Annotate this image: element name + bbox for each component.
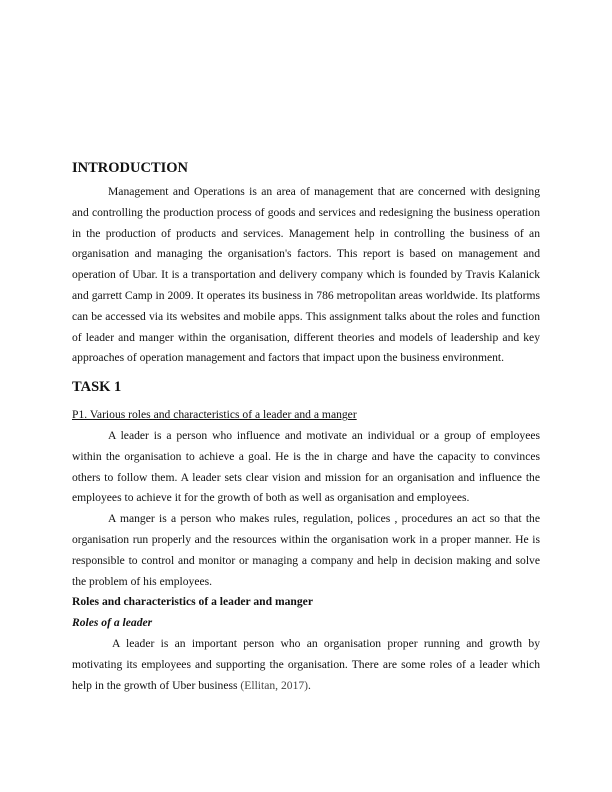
manager-definition-paragraph: A manger is a person who makes rules, regulation, polices , procedures an act so that the organisation run properly and the resources within the organisation work in a proper manner. He is responsible to control and monitor or managing a company and help in decision making and solve the problem of his employees.: [72, 512, 540, 588]
leader-definition-paragraph: A leader is a person who influence and motivate an individual or a group of employees within the organisation to achieve a goal. He is the in charge and have the capacity to convinces others to follow them. A leader sets clear vision and mission for an organisation and influence the employees to achieve it for the growth of both as well as organisation and employees.: [72, 428, 540, 505]
roles-of-leader-paragraph: [72, 634, 540, 696]
introduction-heading: INTRODUCTION: [72, 160, 189, 176]
roles-of-leader-text: A leader is an important person who an organisation proper running and growth by motivating its employees and supporting the organisation. There are some roles of a leader which help in the growth of Uber business: [72, 636, 540, 692]
introduction-paragraph: Management and Operations is an area of management that are concerned with designing and controlling the production process of goods and services and redesigning the business operation in the production of products and services. Management help in controlling the business of an organisation and managing the organisation's factors. This report is based on management and operation of Ubar. It is a transportation and delivery company which is founded by Travis Kalanick and garrett Camp in 2009. It operates its business in 786 metropolitan areas worldwide. Its platforms can be accessed via its websites and mobile apps. This assignment talks about the roles and function of leader and manger within the organisation, different theories and models of leadership and key approaches of operation management and factors that impact upon the business environment.: [72, 185, 540, 365]
p1-title: P1. Various roles and characteristics of a leader and a manger: [72, 408, 357, 422]
task1-heading: TASK 1: [72, 379, 122, 396]
roles-characteristics-heading: Roles and characteristics of a leader and manger: [72, 595, 313, 609]
document-page: [72, 158, 540, 696]
citation: (Ellitan, 2017): [240, 678, 309, 692]
roles-of-leader-heading: Roles of a leader: [72, 616, 153, 630]
citation-period: .: [308, 678, 311, 692]
